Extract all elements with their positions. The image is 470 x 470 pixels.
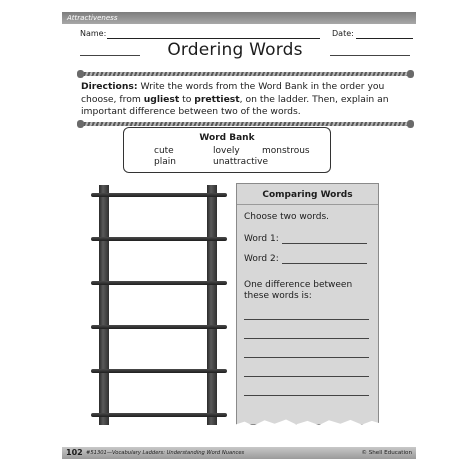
ladder-rail-left <box>99 185 109 425</box>
ladder-rung[interactable] <box>91 325 227 329</box>
answer-line[interactable] <box>244 338 369 339</box>
word-bank-word: unattractive <box>213 157 269 167</box>
section-label: Attractiveness <box>67 14 118 22</box>
word-bank-word: monstrous <box>262 146 310 156</box>
rope-divider-bottom <box>80 122 411 126</box>
word-1-label: Word 1: <box>244 234 279 244</box>
ladder-rung[interactable] <box>91 237 227 241</box>
name-date-row <box>80 27 410 41</box>
rope-knot-icon <box>77 120 84 128</box>
directions-part-1: Write the words from the Word Bank in the order you choose, from <box>81 81 385 105</box>
rope-knot-icon <box>407 70 414 78</box>
rope-knot-icon <box>77 70 84 78</box>
ladder-rail-right <box>207 185 217 425</box>
comparing-words-title: Comparing Words <box>262 190 353 200</box>
date-label: Date: <box>332 29 354 38</box>
title-rule-right <box>330 55 410 56</box>
book-title: #51301—Vocabulary Ladders: Understanding Word Nuances <box>86 450 245 456</box>
copyright-notice: © Shell Education <box>361 450 412 456</box>
word-bank-word: lovely <box>213 146 240 156</box>
page-title: Ordering Words <box>167 40 303 60</box>
comparing-words-card <box>236 183 379 425</box>
word-bank-word: plain <box>154 157 176 167</box>
answer-line[interactable] <box>244 395 369 396</box>
ladder-rung[interactable] <box>91 369 227 373</box>
directions-part-3: , on the ladder. Then, explain an important difference between two of the words. <box>81 93 389 117</box>
answer-line[interactable] <box>244 319 369 320</box>
directions-lead: Directions: <box>81 81 138 92</box>
footer-band <box>62 447 416 459</box>
date-field[interactable] <box>356 38 413 39</box>
word-2-label: Word 2: <box>244 254 279 264</box>
title-rule-left <box>80 55 140 56</box>
card-divider <box>237 204 378 205</box>
directions-emphasis-ugliest: ugliest <box>143 93 180 105</box>
ladder-graphic <box>87 185 227 425</box>
header-band <box>62 12 416 24</box>
answer-line[interactable] <box>244 357 369 358</box>
name-label: Name: <box>80 29 107 38</box>
difference-prompt: One difference between these words is: <box>244 280 353 301</box>
choose-words-prompt: Choose two words. <box>244 212 330 222</box>
rope-knot-icon <box>407 120 414 128</box>
ladder-rung[interactable] <box>91 413 227 417</box>
word-bank-box <box>123 127 331 173</box>
answer-line[interactable] <box>244 376 369 377</box>
ladder-rung[interactable] <box>91 281 227 285</box>
torn-paper-edge <box>236 416 379 430</box>
ladder-rung[interactable] <box>91 193 227 197</box>
page-number: 102 <box>66 448 83 457</box>
rope-divider-top <box>80 72 411 76</box>
name-field[interactable] <box>107 38 320 39</box>
word-bank-title: Word Bank <box>199 133 255 143</box>
word-bank-word: cute <box>154 146 174 156</box>
directions-text <box>81 81 411 119</box>
directions-part-2: to <box>179 93 195 105</box>
directions-emphasis-prettiest: prettiest <box>194 93 240 105</box>
word-2-field[interactable] <box>282 263 367 264</box>
word-1-field[interactable] <box>282 243 367 244</box>
